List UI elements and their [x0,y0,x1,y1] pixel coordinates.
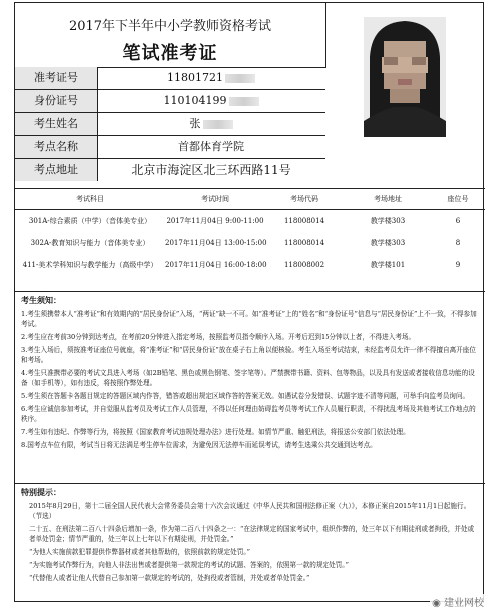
table-cell: 2017年11月04日 13:00-15:00 [165,239,267,247]
table-cell: 118008014 [283,217,325,225]
notice-item: 7.考生如有违纪、作弊等行为，将按照《国家教育考试违规处理办法》进行处理。如情节严重、触犯刑法，将报送公安部门依法处理。 [21,428,410,436]
table-cell: 302A-教育知识与能力（音体美专业） [30,239,150,247]
info-row [15,159,325,181]
admission-ticket [14,2,484,602]
info-row [15,67,325,90]
info-value-cell [97,113,325,135]
info-value: 首都体育学院 [178,140,244,153]
photo-area [325,3,483,188]
info-label: 考点地址 [15,159,98,181]
legal-item: “为他人实施前款犯罪提供作弊器材或者其他帮助的，依照前款的规定处罚。” [29,548,251,556]
table-cell: 教学楼101 [370,261,406,269]
info-value: 北京市海淀区北三环西路11号 [131,163,291,177]
table-cell: 118008002 [283,261,325,269]
notice-item: 5.考生须在答题卡各题目规定的答题区域内作答，错答或超出规定区域作答的答案无效。如遇试卷分发错误、试题字迹不清等问题，可举手向监考员询问。 [21,392,470,400]
notice-item: 8.国考点车位有限，考试当日将无法满足考生停车位需求，为避免因无法停车而延误考试，请考生选乘公共交通到达考点。 [21,441,377,449]
column-header: 考场代码 [290,195,318,203]
redaction-blur [229,97,259,106]
watermark-text: 建业网校 [444,598,484,609]
table-cell: 2017年11月04日 9:00-11:00 [166,217,264,225]
notice-item: 2.考生应在考前30分钟到达考点，在考前20分钟进入指定考场，按照监考员指令顺序入场。开考后迟到15分钟以上者，不得进入考场。 [21,333,416,341]
legal-item: 2015年8月29日，第十二届全国人民代表大会常务委员会第十六次会议通过《中华人民共和国刑法修正案（九）》，本修正案自2015年11月1日起施行。（节选） [29,502,471,520]
table-cell: 9 [455,261,461,269]
table-cell: 教学楼303 [370,239,406,247]
legal-item: “为实施考试作弊行为，向他人非法出售或者提供第一款规定的考试的试题、答案的，依照第一款的规定处罚。” [29,561,349,569]
column-header: 座位号 [447,195,469,203]
info-label: 考点名称 [15,136,98,158]
legal-item: 二十五、在刑法第二百八十四条后增加一条，作为第二百八十四条之一：“在法律规定的国家考试中，组织作弊的，处三年以下有期徒刑或者拘役，并处或者单处罚金；情节严重的，处三年以上七年以下有期徒刑，并处罚金。” [29,525,475,543]
table-row [15,232,485,254]
legal-title: 特别提示： [21,487,61,497]
table-cell: 411-美术学科知识与教学能力（高级中学） [22,261,158,269]
redaction-blur [203,120,233,129]
table-row [15,210,485,232]
table-cell: 2017年11月04日 16:00-18:00 [165,261,267,269]
notice-item: 1.考生须携带本人“准考证”和有效期内的“居民身份证”入场，“两证”缺一不可。如“准考证”上的“姓名”和“身份证号”信息与“居民身份证”上不一致，不得参加考试。 [21,310,477,328]
info-value-cell [97,67,325,89]
wechat-icon: ◉ [432,598,441,609]
table-cell: 教学楼303 [370,217,406,225]
notice-item: 6.考生应诚信参加考试，并自觉服从监考员及考试工作人员管理，不得以任何理由妨碍监考员等考试工作人员履行职责，不得扰乱考场及其他考试工作地点的秩序。 [21,405,476,423]
info-label: 考生姓名 [15,113,98,135]
info-row [15,136,325,159]
exam-schedule-table [15,188,485,276]
info-label: 准考证号 [15,67,98,89]
info-value: 110104199 [163,94,227,107]
table-header [15,189,485,210]
info-value: 11801721 [167,71,223,84]
column-header: 考试时间 [201,195,229,203]
info-value-cell [97,90,325,112]
watermark-logo [430,594,486,609]
notice-title: 考生须知： [21,295,61,305]
candidate-info-table [15,67,325,181]
table-cell: 8 [455,239,461,247]
exam-title: 2017年下半年中小学教师资格考试 [68,19,272,34]
table-row [15,254,485,276]
legal-reminder [15,483,485,601]
info-row [15,113,325,136]
table-cell: 118008014 [283,239,325,247]
table-cell: 301A-综合素质（中学）（音体美专业） [28,217,152,225]
column-header: 考试科目 [76,195,104,203]
table-cell: 6 [455,217,461,225]
notice-item: 3.考生入场后，须按准考证座位号就座，将“准考证”和“居民身份证”放在桌子右上角以便核验。考生入场至考试结束，未经监考员允许一律不得擅自离开座位和考场。 [21,346,476,364]
ticket-header [15,3,326,68]
notice-item: 4.考生只准携带必要的考试文具进入考场（如2B铅笔、黑色或黑色钢笔、签字笔等）。严禁携带书籍、资料、包等物品，以及具有发送或者接收信息功能的设备（如手机等），如有违反，将按照作弊处理。 [21,369,475,387]
candidate-photo [364,17,446,137]
info-row [15,90,325,113]
info-label: 身份证号 [15,90,98,112]
info-value: 张 [189,117,201,130]
column-header: 考场地址 [374,195,402,203]
redaction-blur [225,74,255,83]
legal-item: “代替他人或者让他人代替自己参加第一款规定的考试的，处拘役或者管制，并处或者单处罚金。” [29,574,310,582]
candidate-notice [15,291,485,483]
card-title: 笔试准考证 [122,43,218,64]
